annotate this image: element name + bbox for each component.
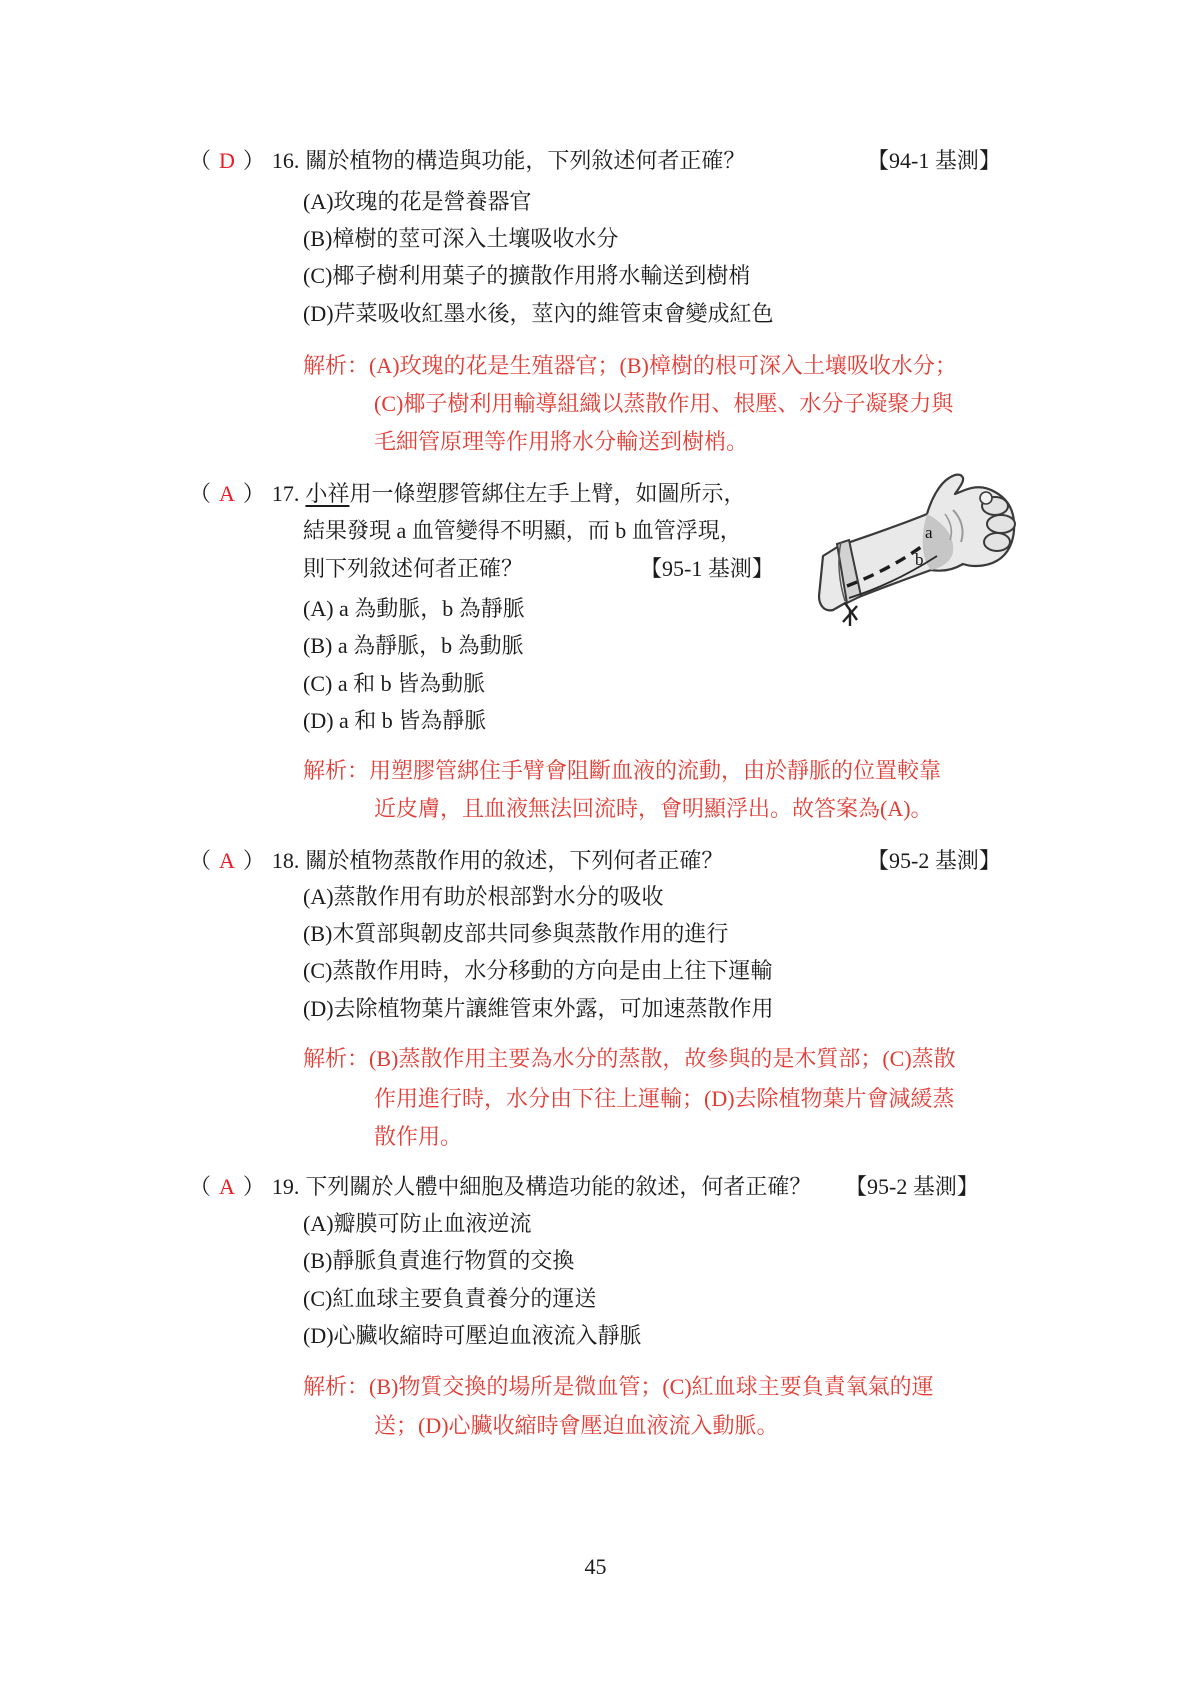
analysis-label-q17: 解析： [303,758,370,783]
answer-paren-open: （ [189,481,212,506]
option-q18-c: (C)蒸散作用時，水分移動的方向是由上往下運輸 [303,958,773,983]
exam-tag-q19: 【95-2 基測】 [845,1174,979,1199]
analysis-text: 用塑膠管綁住手臂會阻斷血液的流動，由於靜脈的位置較靠 [369,758,942,783]
question-17-header [189,475,745,513]
page-number: 45 [584,1554,607,1579]
exam-tag-q18: 【95-2 基測】 [867,848,1001,873]
analysis-label-q18: 解析： [303,1046,370,1071]
option-q17-c: (C) a 和 b 皆為動脈 [303,671,486,696]
vessel-label-a: a [925,523,933,542]
answer-paren-open: （ [189,148,212,173]
option-q17-a: (A) a 為動脈，b 為靜脈 [303,596,525,621]
answer-paren-close: ） [242,481,265,506]
question-number-q17: 17. [271,481,300,506]
analysis-label-q19: 解析： [303,1374,370,1399]
tube-knot [843,603,857,626]
answer-letter-q16: D [219,148,235,173]
analysis-q19-line2: 送；(D)心臟收縮時會壓迫血液流入動脈。 [374,1413,779,1438]
analysis-q18-line1 [303,1040,956,1078]
answer-paren-close: ） [242,148,265,173]
analysis-q19-line1 [303,1368,934,1406]
answer-letter-q19: A [219,1174,235,1199]
analysis-q16-line3: 毛細管原理等作用將水分輸送到樹梢。 [374,429,749,454]
option-q17-d: (D) a 和 b 皆為靜脈 [303,708,487,733]
analysis-q16-line1 [303,347,957,385]
analysis-text: (B)物質交換的場所是微血管；(C)紅血球主要負責氧氣的運 [369,1374,934,1399]
question-18-header [189,842,723,880]
option-q18-d: (D)去除植物葉片讓維管束外露，可加速蒸散作用 [303,996,774,1021]
arm-figure [803,470,1021,630]
question-19-header [189,1168,811,1206]
analysis-q18-line3: 散作用。 [374,1124,463,1149]
analysis-label-q16: 解析： [303,353,370,378]
option-q19-c: (C)紅血球主要負責養分的運送 [303,1286,597,1311]
answer-paren-close: ） [242,1174,265,1199]
question-stem-q17: 用一條塑膠管綁住左手上臂，如圖所示， [349,481,746,506]
question-17-line3: 則下列敘述何者正確？ [303,556,524,581]
exam-tag-q16: 【94-1 基測】 [867,148,1001,173]
option-q19-b: (B)靜脈負責進行物質的交換 [303,1248,575,1273]
vessel-label-b: b [915,550,924,569]
exam-tag-q17: 【95-1 基測】 [640,556,774,581]
analysis-q18-line2: 作用進行時，水分由下往上運輸；(D)去除植物葉片會減緩蒸 [374,1086,955,1111]
answer-paren-open: （ [189,848,212,873]
question-16-header [189,142,745,180]
analysis-q16-line2: (C)椰子樹利用輸導組織以蒸散作用、根壓、水分子凝聚力與 [374,391,954,416]
option-q18-b: (B)木質部與韌皮部共同參與蒸散作用的進行 [303,921,729,946]
option-q16-a: (A)玫瑰的花是營養器官 [303,189,532,214]
question-stem-q16: 關於植物的構造與功能，下列敘述何者正確？ [305,148,746,173]
option-q16-b: (B)樟樹的莖可深入土壤吸收水分 [303,226,619,251]
option-q19-a: (A)瓣膜可防止血液逆流 [303,1211,532,1236]
analysis-q17-line2: 近皮膚，且血液無法回流時，會明顯浮出。故答案為(A)。 [374,796,933,821]
finger-3 [984,533,1010,551]
question-number-q18: 18. [271,848,300,873]
question-stem-q19: 下列關於人體中細胞及構造功能的敘述，何者正確？ [305,1174,812,1199]
finger-2 [987,515,1015,533]
thumb-tip [980,492,992,504]
question-stem-q18: 關於植物蒸散作用的敘述，下列何者正確？ [305,848,724,873]
analysis-q17-line1 [303,752,941,790]
question-number-q19: 19. [271,1174,300,1199]
option-q16-c: (C)椰子樹利用葉子的擴散作用將水輸送到樹梢 [303,263,751,288]
option-q18-a: (A)蒸散作用有助於根部對水分的吸收 [303,884,664,909]
answer-letter-q18: A [219,848,235,873]
answer-letter-q17: A [219,481,235,506]
option-q17-b: (B) a 為靜脈，b 為動脈 [303,633,524,658]
analysis-text: (A)玫瑰的花是生殖器官；(B)樟樹的根可深入土壤吸收水分； [369,353,957,378]
option-q19-d: (D)心臟收縮時可壓迫血液流入靜脈 [303,1323,642,1348]
answer-paren-open: （ [189,1174,212,1199]
answer-paren-close: ） [242,848,265,873]
option-q16-d: (D)芹菜吸收紅墨水後，莖內的維管束會變成紅色 [303,301,774,326]
question-number-q16: 16. [271,148,300,173]
question-17-line2: 結果發現 a 血管變得不明顯，而 b 血管浮現， [303,518,742,543]
question-stem-q17-underlined: 小祥 [305,481,350,506]
analysis-text: (B)蒸散作用主要為水分的蒸散，故參與的是木質部；(C)蒸散 [369,1046,956,1071]
